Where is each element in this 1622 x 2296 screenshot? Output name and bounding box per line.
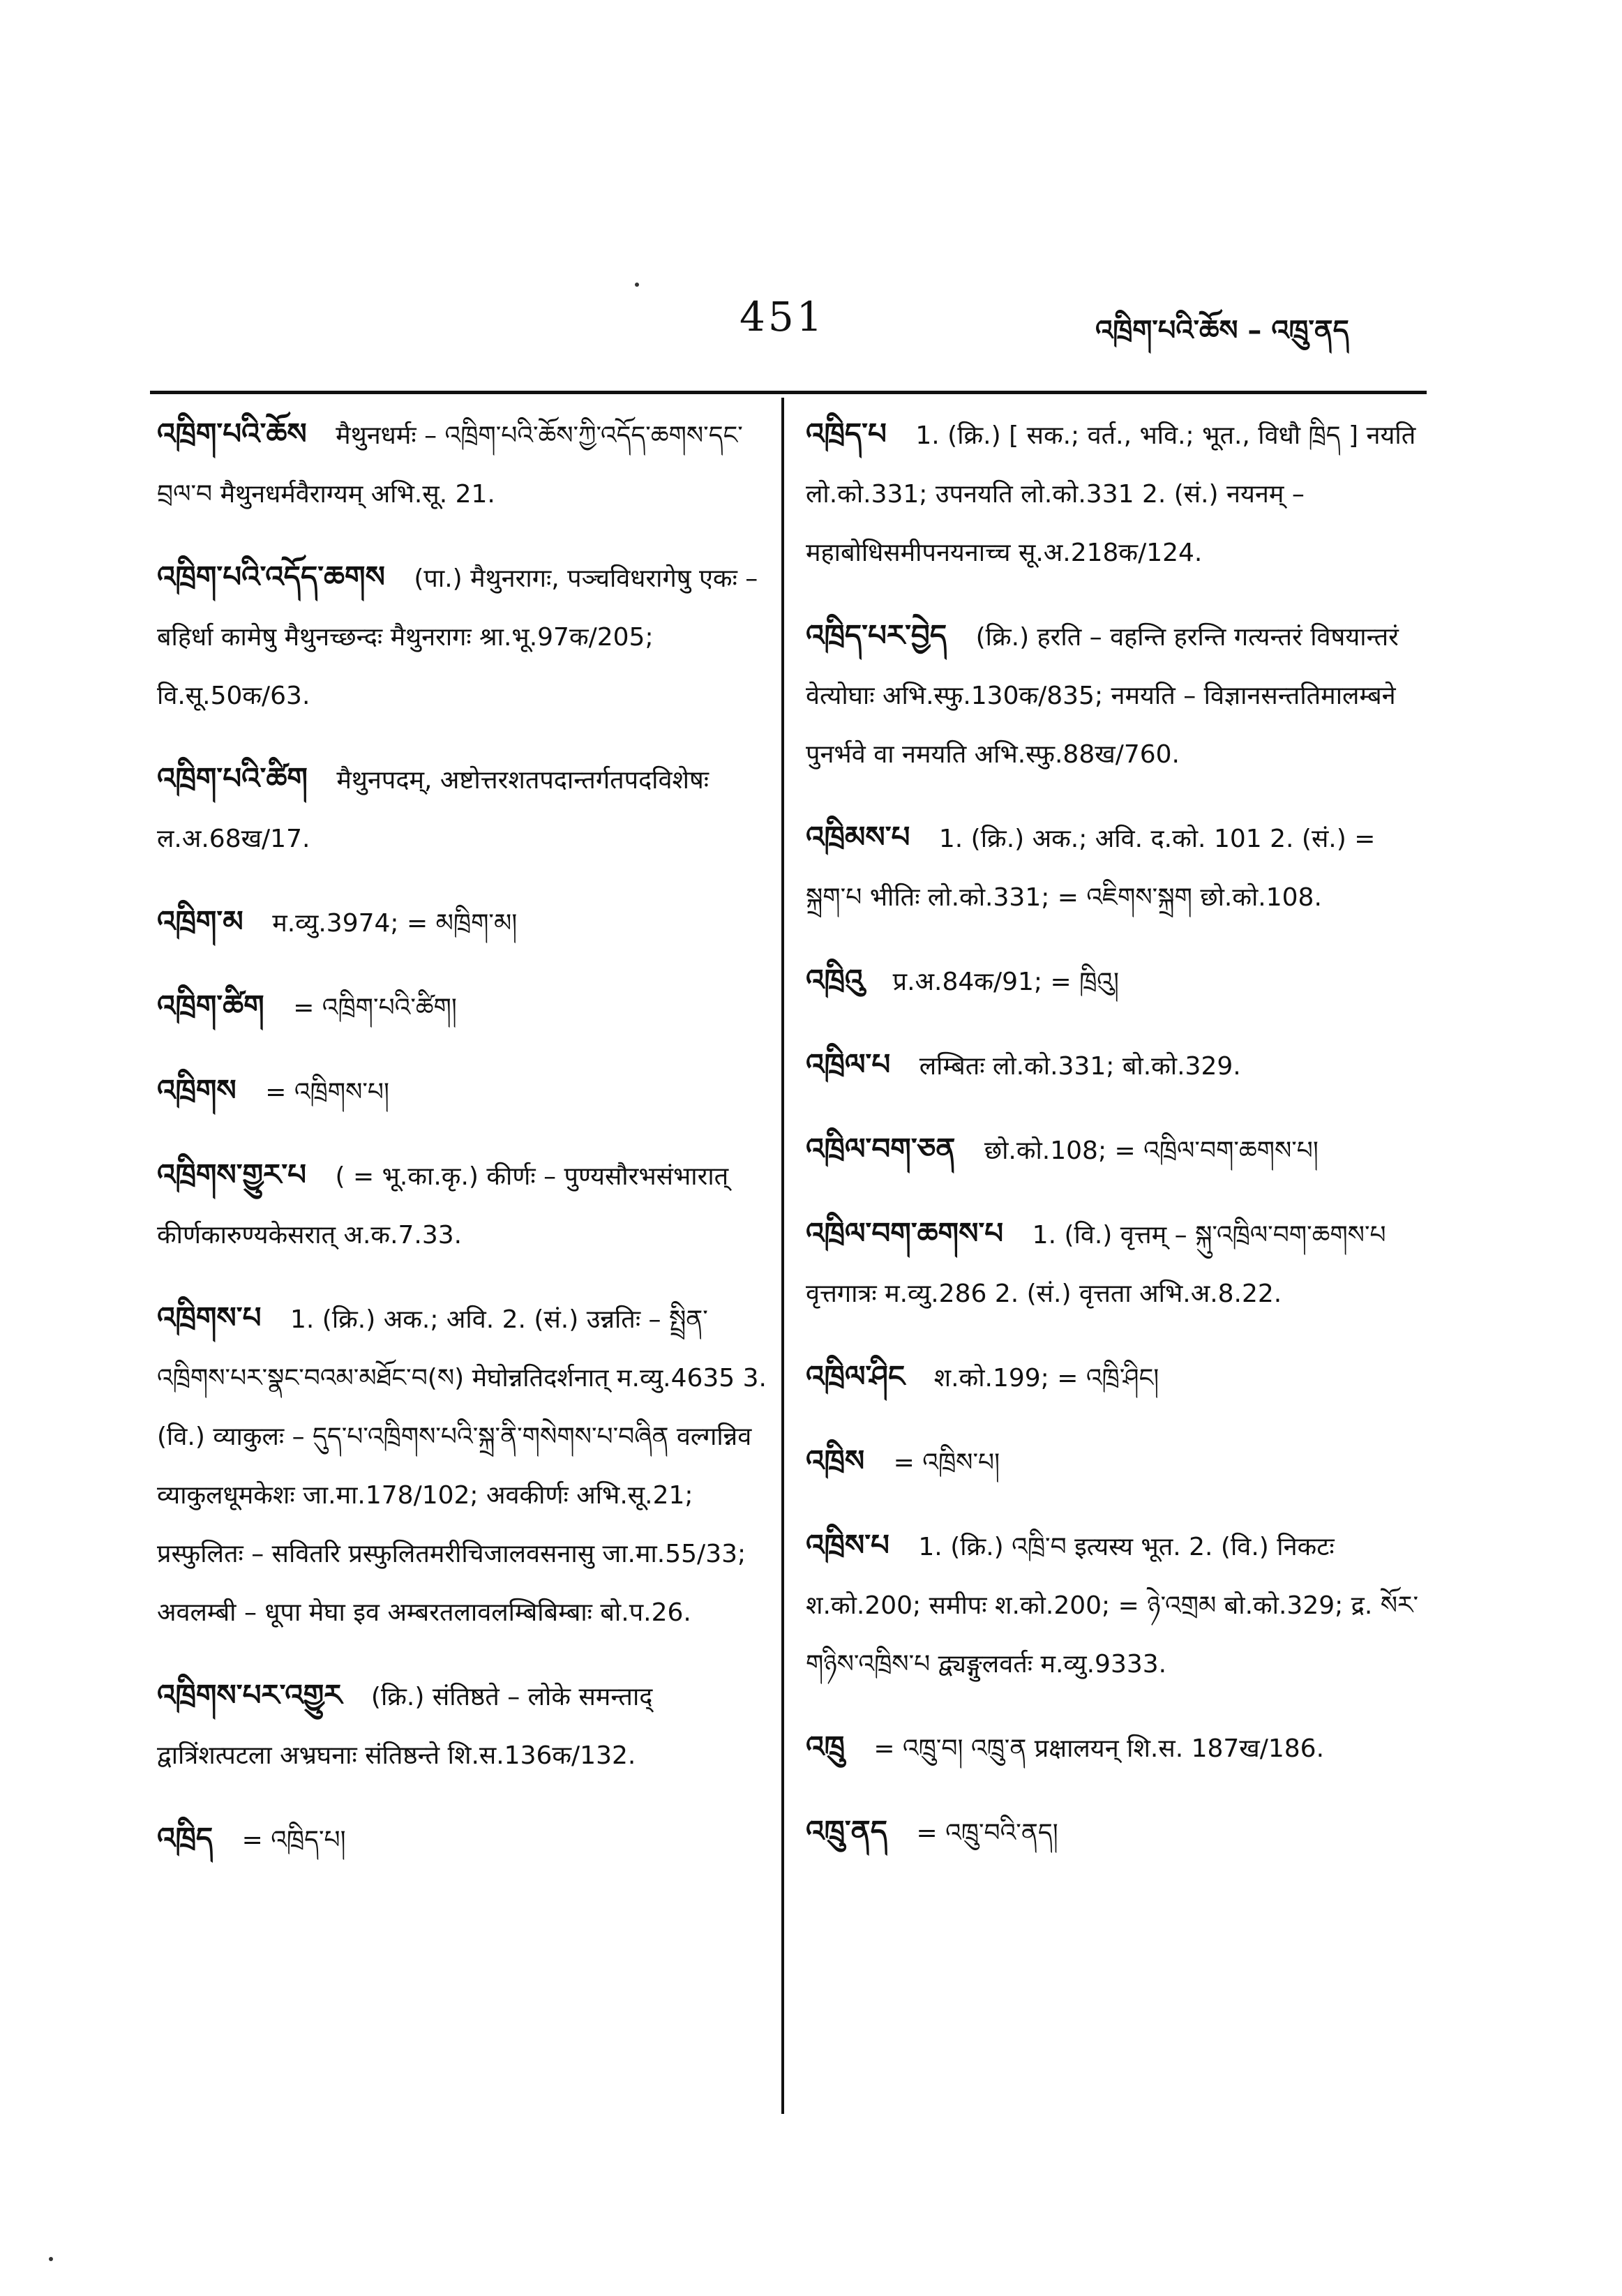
entry-headword: འཁྲིད bbox=[157, 1821, 213, 1855]
entry-headword: འཁྲིགས bbox=[157, 1073, 236, 1107]
entry-headword: འཁྲིགས་གྱུར་པ bbox=[157, 1157, 307, 1192]
right-column bbox=[806, 405, 1420, 1886]
entry-headword: འཁྲིས་པ bbox=[806, 1528, 889, 1562]
entry-definition: 1. (क्रि.) अक.; अवि. द.को. 101 2. (सं.) = སྐྲག་པ भीतिः लो.को.331; = འཇིགས་སྐྲག छो.को.108. bbox=[806, 825, 1376, 912]
entry-headword: འཁྲིགས་པར་འགྱུར bbox=[157, 1678, 343, 1712]
column-divider bbox=[781, 398, 784, 2114]
dictionary-entry bbox=[806, 1516, 1420, 1694]
scan-speck bbox=[635, 283, 639, 287]
entry-definition: = འཁྲུ་བའི་ནད། bbox=[916, 1819, 1058, 1847]
top-rule bbox=[150, 391, 1427, 394]
entry-definition: श.को.199; = འཁྲི་ཤིང། bbox=[933, 1364, 1159, 1393]
entry-definition: = འཁྲུ་བ། འཁྲུ་ན प्रक्षालयन् शि.स. 187ख/186. bbox=[873, 1734, 1325, 1763]
entry-definition: लम्बितः लो.को.331; बो.को.329. bbox=[919, 1052, 1241, 1081]
dictionary-entry bbox=[157, 1666, 771, 1785]
entry-headword: འཁྲིག་ཚིག bbox=[157, 989, 264, 1023]
dictionary-entry bbox=[806, 808, 1420, 927]
entry-definition: ( = भू.का.कृ.) कीर्णः – पुण्यसौरभसंभारात् कीर्णकारुण्यकेसरात् अ.क.7.33. bbox=[157, 1162, 729, 1250]
entry-definition: (पा.) मैथुनरागः, पञ्चविधरागेषु एकः – बहिर्धा कामेषु मैथुनच्छन्दः मैथुनरागः श्रा.भू.97क/205; वि.सू.50क/63. bbox=[157, 564, 758, 710]
dictionary-entry bbox=[806, 1120, 1420, 1180]
entry-headword: འཁྲིག་པའི་ཆོས bbox=[157, 417, 307, 451]
dictionary-entry bbox=[806, 951, 1420, 1012]
dictionary-entry bbox=[157, 892, 771, 953]
entry-definition: = འཁྲིག་པའི་ཚིག། bbox=[293, 993, 457, 1022]
entry-headword: འཁྲིལ་བག་ཆགས་པ bbox=[806, 1216, 1004, 1250]
dictionary-entry bbox=[806, 1432, 1420, 1492]
dictionary-entry bbox=[157, 1061, 771, 1122]
dictionary-entry bbox=[806, 1718, 1420, 1778]
entry-definition: = འཁྲིགས་པ། bbox=[265, 1078, 389, 1106]
entry-headword: འཁྲིགས་པ bbox=[157, 1300, 262, 1335]
running-head: འཁྲིག་པའི་ཆོས – འཁྲུ་ནད bbox=[1095, 315, 1349, 347]
dictionary-entry bbox=[157, 1809, 771, 1870]
entry-definition: = འཁྲིས་པ། bbox=[893, 1448, 1000, 1477]
entry-headword: འཁྲིག་པའི་ཚིག bbox=[157, 761, 308, 795]
entry-headword: འཁྲིའུ bbox=[806, 963, 864, 997]
entry-headword: འཁྲིད་པར་བྱེད bbox=[806, 618, 947, 652]
entry-definition: मैथुनपदम्, अष्टोत्तरशतपदान्तर्गतपदविशेषः ल.अ.68ख/17. bbox=[157, 766, 709, 853]
page-number: 451 bbox=[739, 293, 825, 340]
dictionary-entry bbox=[806, 1802, 1420, 1863]
entry-definition: 1. (क्रि.) अक.; अवि. 2. (सं.) उन्नतिः – སྤྲིན་འཁྲིགས་པར་སྣང་བའམ་མཐོང་བ(ས) मेघोन्नतिदर्शनात् म.व्यु.4635 3. (वि.) व्याकुलः – དུད་པ་འཁྲིགས་པའི་སྐྲ་ནི་གསེགས་པ་བཞིན वल्गन्निव व्याकुलधूमकेशः जा.मा.178/102; अवकीर्णः अभि.सू.21; प्रस्फुलितः – सवितरि प्रस्फुलितमरीचिजालवसनासु जा.मा.55/33; अवलम्बी – धूपा मेघा इव अम्बरतलावलम्बिबिम्बाः बो.प.26. bbox=[157, 1305, 767, 1627]
entry-headword: འཁྲིལ་བག་ཅན bbox=[806, 1132, 956, 1166]
entry-definition: 1. (क्रि.) [ सक.; वर्त., भवि.; भूत., विधौ ཁྲིད ] नयति लो.को.331; उपनयति लो.को.331 2. (सं.) नयनम् – महाबोधिसमीपनयनाच्च सू.अ.218क/124. bbox=[806, 421, 1416, 567]
entry-headword: འཁྲིས bbox=[806, 1443, 865, 1478]
dictionary-entry bbox=[806, 1347, 1420, 1408]
entry-headword: འཁྲུ་ནད bbox=[806, 1814, 888, 1848]
entry-definition: = འཁྲིད་པ། bbox=[241, 1826, 346, 1854]
entry-headword: འཁྲིག་པའི་འདོད་ཆགས bbox=[157, 560, 385, 594]
entry-definition: म.व्यु.3974; = མཁྲིག་མ། bbox=[272, 909, 518, 938]
entry-definition: मैथुनधर्मः – འཁྲིག་པའི་ཆོས་ཀྱི་འདོད་ཆགས་དང་བྲལ་བ मैथुनधर्मवैराग्यम् अभि.सू. 21. bbox=[157, 421, 743, 509]
entry-headword: འཁྲིད་པ bbox=[806, 417, 887, 451]
entry-headword: འཁྲུ bbox=[806, 1729, 845, 1764]
dictionary-entry bbox=[157, 405, 771, 524]
dictionary-entry bbox=[157, 1289, 771, 1642]
entry-headword: འཁྲིག་མ bbox=[157, 904, 243, 938]
entry-headword: འཁྲིལ་པ bbox=[806, 1047, 891, 1081]
dictionary-entry bbox=[157, 548, 771, 726]
entry-definition: 1. (क्रि.) འཁྲི་བ इत्यस्य भूत. 2. (वि.) निकटः श.को.200; समीपः श.को.200; = ཉེ་འགྲམ बो.को.329; द्र. སོར་གཉིས་འཁྲིས་པ द्व्यङ्गुलवर्तः म.व्यु.9333. bbox=[806, 1533, 1419, 1679]
dictionary-entry bbox=[157, 749, 771, 869]
entry-definition: (क्रि.) संतिष्ठते – लोके समन्ताद् द्वात्रिंशत्पटला अभ्रघनाः संतिष्ठन्ते शि.स.136क/132. bbox=[157, 1683, 653, 1770]
dictionary-entry bbox=[157, 977, 771, 1037]
dictionary-entry bbox=[806, 1035, 1420, 1096]
dictionary-entry bbox=[806, 606, 1420, 784]
scan-speck bbox=[49, 2257, 53, 2261]
entry-headword: འཁྲིལ་ཤིང bbox=[806, 1359, 906, 1393]
entry-headword: འཁྲིམས་པ bbox=[806, 820, 910, 854]
dictionary-entry bbox=[806, 405, 1420, 583]
dictionary-entry bbox=[157, 1146, 771, 1265]
dictionary-entry bbox=[806, 1204, 1420, 1323]
entry-definition: प्र.अ.84क/91; = ཁྲིའུ། bbox=[892, 968, 1120, 996]
entry-definition: 1. (वि.) वृत्तम् – སྐུ་འཁྲིལ་བག་ཆགས་པ वृत्तगात्रः म.व्यु.286 2. (सं.) वृत्तता अभि.अ.8.22. bbox=[806, 1221, 1386, 1308]
entry-definition: (क्रि.) हरति – वहन्ति हरन्ति गत्यन्तरं विषयान्तरं वेत्योघाः अभि.स्फु.130क/835; नमयति – विज्ञानसन्ततिमालम्बने पुनर्भवे वा नमयति अभि.स्फु.88ख/760. bbox=[806, 623, 1399, 769]
entry-definition: छो.को.108; = འཁྲིལ་བག་ཆགས་པ། bbox=[984, 1136, 1319, 1165]
left-column bbox=[157, 405, 771, 1893]
